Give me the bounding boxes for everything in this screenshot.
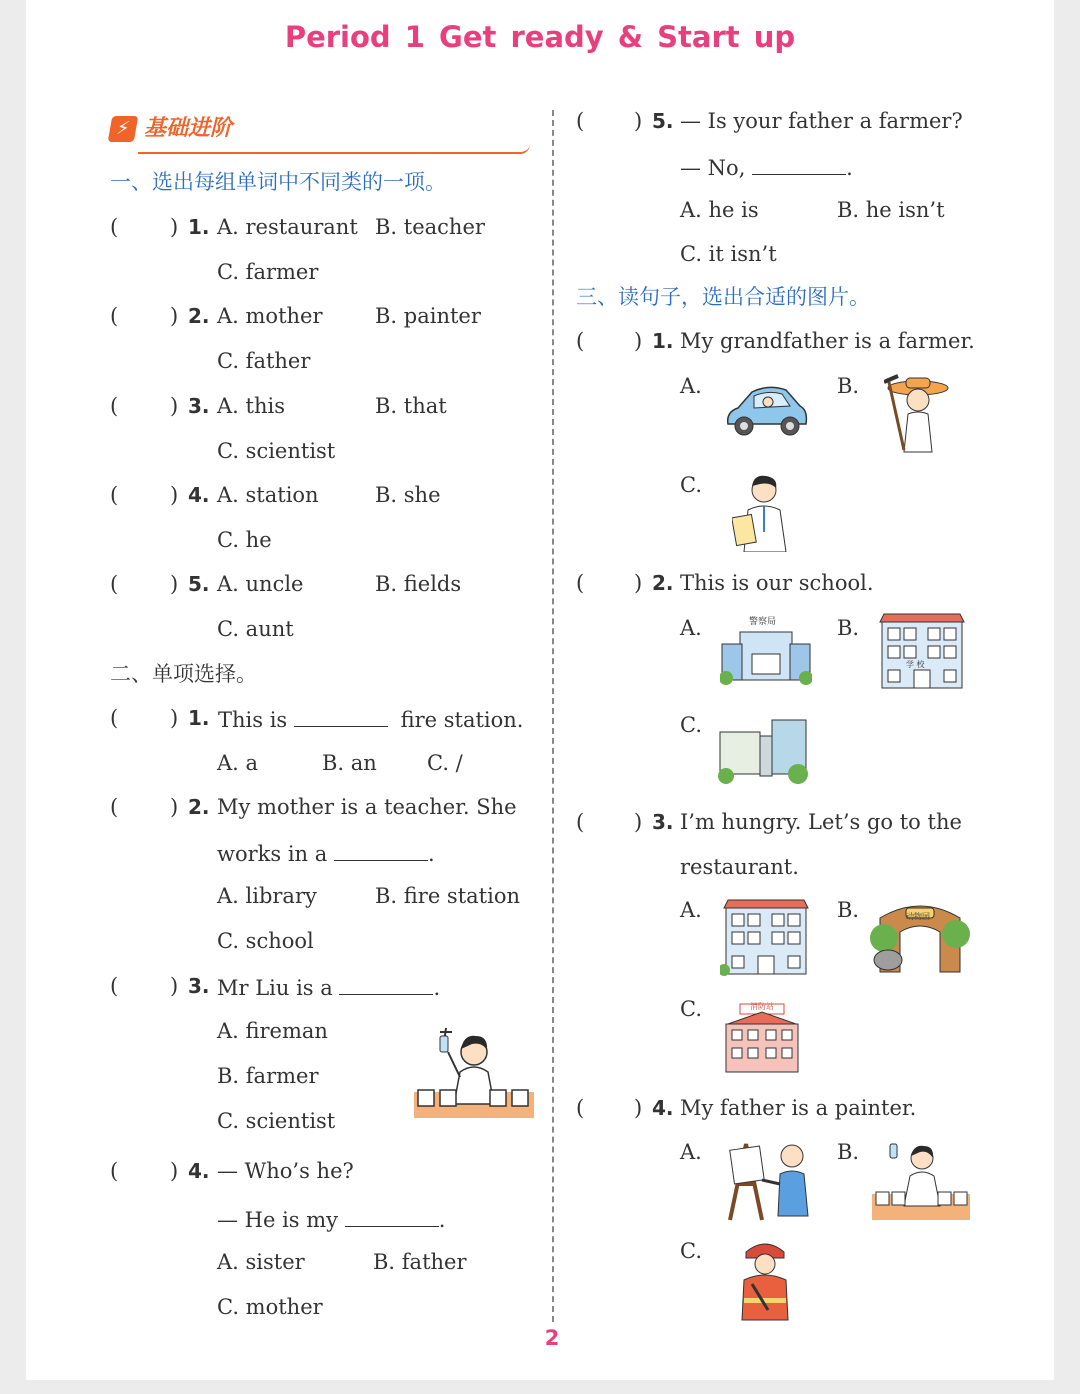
- question-text: My grandfather is a farmer.: [680, 329, 975, 353]
- question-number: 3.: [188, 974, 210, 998]
- question-text: This is our school.: [680, 571, 874, 595]
- answer-paren-open: (: [576, 810, 585, 834]
- option-a: A. restaurant: [217, 215, 358, 239]
- school-sign: 学 校: [906, 660, 925, 669]
- option-a: A. station: [217, 483, 319, 507]
- fireman-picture: [738, 1238, 792, 1322]
- option-a: A. a: [217, 751, 259, 775]
- question-number: 3.: [652, 810, 674, 834]
- answer-paren-open: (: [110, 1159, 119, 1183]
- question-number: 4.: [652, 1096, 674, 1120]
- answer-paren-open: (: [576, 571, 585, 595]
- option-b: B. fields: [375, 572, 462, 596]
- column-divider: [552, 110, 554, 1322]
- question-number: 1.: [188, 706, 210, 730]
- question-text: My mother is a teacher. She: [217, 795, 517, 819]
- question-text: This is fire station.: [218, 704, 523, 734]
- option-b: B. teacher: [375, 215, 485, 239]
- option-b: B. she: [375, 483, 441, 507]
- answer-paren-close: ): [170, 215, 179, 239]
- answer-paren-close: ): [170, 572, 179, 596]
- answer-paren-close: ): [170, 483, 179, 507]
- page-title: Period 1 Get ready & Start up: [284, 20, 796, 54]
- question-text: I’m hungry. Let’s go to the: [680, 810, 962, 834]
- scientist-picture: [872, 1134, 970, 1220]
- option-c: C. /: [427, 751, 463, 775]
- scientist-picture: [414, 1022, 534, 1118]
- answer-paren-open: (: [110, 483, 119, 507]
- car-picture: [724, 380, 810, 444]
- question-text: — No, .: [680, 152, 853, 182]
- answer-paren-open: (: [576, 109, 585, 133]
- option-c: C. aunt: [217, 617, 294, 641]
- option-a: A. he is: [680, 198, 759, 222]
- answer-paren-close: ): [170, 795, 179, 819]
- option-b: B. that: [375, 394, 447, 418]
- school-picture: [720, 898, 812, 976]
- question-text: — Who’s he?: [217, 1159, 354, 1183]
- question-number: 4.: [188, 1159, 210, 1183]
- answer-blank[interactable]: [334, 838, 428, 861]
- answer-paren-close: ): [170, 394, 179, 418]
- option-a-label: A.: [680, 374, 702, 398]
- option-c: C. school: [217, 929, 314, 953]
- question-number: 2.: [188, 795, 210, 819]
- answer-paren-open: (: [110, 974, 119, 998]
- answer-paren-close: ): [634, 109, 643, 133]
- option-b-label: B.: [837, 1140, 860, 1164]
- fire-station-sign: 消防站: [750, 1002, 774, 1011]
- question-number: 5.: [188, 572, 210, 596]
- option-b-label: B.: [837, 374, 860, 398]
- option-c-label: C.: [680, 473, 702, 497]
- option-a-label: A.: [680, 616, 702, 640]
- option-c-label: C.: [680, 713, 702, 737]
- question-text: Mr Liu is a .: [217, 972, 440, 1002]
- answer-paren-close: ): [170, 304, 179, 328]
- question-text: — He is my .: [217, 1204, 445, 1234]
- question-text: restaurant.: [680, 855, 799, 879]
- option-a: A. uncle: [217, 572, 304, 596]
- answer-paren-close: ): [170, 974, 179, 998]
- answer-blank[interactable]: [294, 704, 388, 727]
- option-a: A. this: [217, 394, 285, 418]
- page-number: 2: [544, 1326, 560, 1350]
- option-a-label: A.: [680, 898, 702, 922]
- question-number: 2.: [652, 571, 674, 595]
- farmer-picture: [884, 374, 950, 454]
- option-b: B. father: [373, 1250, 467, 1274]
- answer-paren-close: ): [634, 329, 643, 353]
- option-c: C. farmer: [217, 260, 319, 284]
- question-text: works in a .: [217, 838, 435, 868]
- question-number: 2.: [188, 304, 210, 328]
- answer-paren-open: (: [110, 572, 119, 596]
- badge-label: 基础进阶: [144, 116, 233, 141]
- option-a: A. mother: [217, 304, 323, 328]
- option-c: C. mother: [217, 1295, 323, 1319]
- question-text: My father is a painter.: [680, 1096, 917, 1120]
- option-a: A. sister: [217, 1250, 305, 1274]
- question-text: — Is your father a farmer?: [680, 109, 963, 133]
- option-a-label: A.: [680, 1140, 702, 1164]
- option-b: B. he isn’t: [837, 198, 945, 222]
- answer-paren-close: ): [170, 1159, 179, 1183]
- option-c-label: C.: [680, 997, 702, 1021]
- gate-picture: [716, 716, 812, 784]
- doctor-picture: [732, 472, 792, 552]
- question-number: 5.: [652, 109, 674, 133]
- answer-blank[interactable]: [752, 152, 846, 175]
- option-b: B. an: [322, 751, 377, 775]
- section-1-heading: 一、选出每组单词中不同类的一项。: [110, 170, 446, 194]
- answer-paren-open: (: [576, 329, 585, 353]
- painter-picture: [722, 1134, 814, 1222]
- answer-paren-close: ): [170, 706, 179, 730]
- answer-paren-close: ): [634, 571, 643, 595]
- answer-paren-open: (: [110, 215, 119, 239]
- answer-blank[interactable]: [345, 1204, 439, 1227]
- option-a: A. library: [217, 884, 317, 908]
- section-2-heading: 二、单项选择。: [110, 662, 257, 686]
- option-b: B. farmer: [217, 1064, 319, 1088]
- answer-paren-open: (: [576, 1096, 585, 1120]
- school-picture: [876, 612, 968, 690]
- police-station-sign: 警察局: [749, 617, 777, 627]
- option-c: C. it isn’t: [680, 242, 777, 266]
- option-c: C. scientist: [217, 439, 336, 463]
- answer-paren-open: (: [110, 795, 119, 819]
- badge-underline: [138, 144, 530, 154]
- zoo-gate-picture: [870, 894, 970, 974]
- question-number: 4.: [188, 483, 210, 507]
- question-number: 1.: [652, 329, 674, 353]
- zoo-sign: 动物园: [906, 912, 930, 921]
- option-c: C. father: [217, 349, 311, 373]
- running-icon: ⚡: [108, 116, 139, 142]
- option-a: A. fireman: [217, 1019, 328, 1043]
- option-b-label: B.: [837, 898, 860, 922]
- section-3-heading: 三、读句子，选出合适的图片。: [576, 285, 870, 309]
- option-b: B. fire station: [375, 884, 520, 908]
- option-c: C. scientist: [217, 1109, 336, 1133]
- answer-paren-open: (: [110, 706, 119, 730]
- answer-paren-close: ): [634, 1096, 643, 1120]
- option-c-label: C.: [680, 1239, 702, 1263]
- answer-paren-open: (: [110, 304, 119, 328]
- option-c: C. he: [217, 528, 272, 552]
- answer-blank[interactable]: [339, 972, 433, 995]
- question-number: 1.: [188, 215, 210, 239]
- answer-paren-open: (: [110, 394, 119, 418]
- question-number: 3.: [188, 394, 210, 418]
- option-b-label: B.: [837, 616, 860, 640]
- option-b: B. painter: [375, 304, 481, 328]
- answer-paren-close: ): [634, 810, 643, 834]
